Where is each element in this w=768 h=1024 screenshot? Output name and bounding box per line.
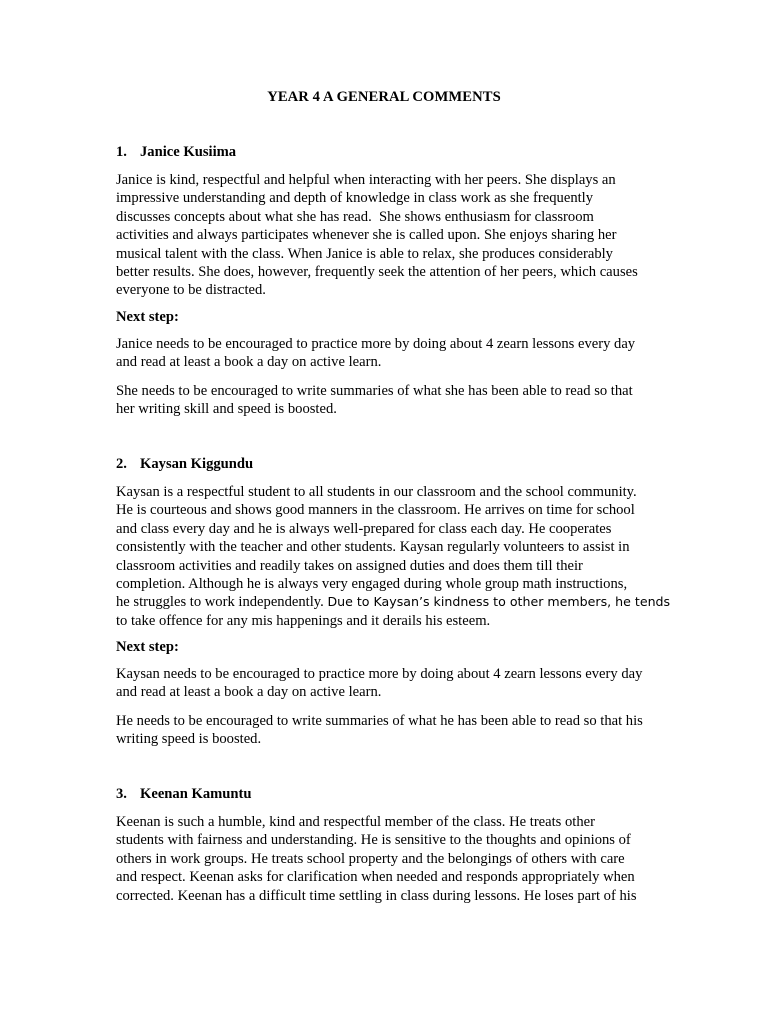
- comment-line: musical talent with the class. When Janice is able to relax, she produces considerably: [116, 245, 613, 262]
- next-step-line: She needs to be encouraged to write summaries of what she has been able to read so that: [116, 383, 633, 399]
- comment-line-sans-part: Due to Kaysan’s kindness to other members, he tends: [327, 594, 671, 610]
- comment-line: others in work groups. He treats school property and the belongings of others with care: [116, 850, 625, 867]
- comment-line: Janice is kind, respectful and helpful when interacting with her peers. She displays an: [116, 172, 616, 188]
- student-name: Janice Kusiima: [140, 144, 237, 160]
- student-number: 2.: [116, 456, 127, 472]
- document-title: YEAR 4 A GENERAL COMMENTS: [267, 89, 501, 105]
- next-step-line: Janice needs to be encouraged to practice more by doing about 4 zearn lessons every day: [116, 336, 636, 352]
- comment-line: He is courteous and shows good manners in the classroom. He arrives on time for school: [116, 502, 635, 519]
- next-step-2b: [116, 712, 676, 749]
- student-comment-2: [116, 483, 676, 630]
- student-number: 1.: [116, 144, 127, 160]
- comment-line: Kaysan is a respectful student to all students in our classroom and the school community.: [116, 484, 637, 500]
- next-step-label-2: Next step:: [116, 639, 179, 655]
- comment-line: discusses concepts about what she has read. She shows enthusiasm for classroom: [116, 208, 594, 225]
- comment-line: completion. Although he is always very engaged during whole group math instructions,: [116, 576, 628, 593]
- comment-line: students with fairness and understanding. He is sensitive to the thoughts and opinions of: [116, 832, 631, 849]
- next-step-line: Kaysan needs to be encouraged to practice more by doing about 4 zearn lessons every day: [116, 666, 643, 682]
- comment-line: better results. She does, however, frequently seek the attention of her peers, which causes: [116, 264, 638, 281]
- student-heading-1: [116, 144, 236, 161]
- comment-line: and class every day and he is always well-prepared for class each day. He cooperates: [116, 520, 612, 537]
- next-step-2a: [116, 665, 676, 702]
- next-step-line: and read at least a book a day on active learn.: [116, 354, 382, 371]
- next-step-line: He needs to be encouraged to write summaries of what he has been able to read so that his: [116, 713, 643, 729]
- comment-line: impressive understanding and depth of knowledge in class work as she frequently: [116, 190, 594, 207]
- comment-line: everyone to be distracted.: [116, 282, 266, 299]
- student-name: Kaysan Kiggundu: [140, 456, 254, 472]
- comment-line: to take offence for any mis happenings and it derails his esteem.: [116, 612, 491, 629]
- next-step-1b: [116, 382, 676, 419]
- comment-line-mixed: [116, 593, 676, 611]
- comment-line: consistently with the teacher and other students. Kaysan regularly volunteers to assist in: [116, 539, 630, 556]
- next-step-line: her writing skill and speed is boosted.: [116, 401, 337, 418]
- comment-line: classroom activities and readily takes on assigned duties and does them till their: [116, 557, 583, 574]
- comment-line-part: he struggles to work independently.: [116, 594, 328, 611]
- next-step-line: writing speed is boosted.: [116, 731, 262, 748]
- comment-line: activities and always participates whenever she is called upon. She enjoys sharing her: [116, 227, 617, 244]
- next-step-line: and read at least a book a day on active learn.: [116, 684, 382, 701]
- comment-line: and respect. Keenan asks for clarification when needed and responds appropriately when: [116, 869, 635, 886]
- student-comment-3: [116, 813, 676, 905]
- student-heading-3: [116, 786, 252, 803]
- student-heading-2: [116, 456, 253, 473]
- comment-line: corrected. Keenan has a difficult time settling in class during lessons. He loses part of his: [116, 887, 637, 904]
- student-name: Keenan Kamuntu: [140, 786, 252, 802]
- student-comment-1: [116, 171, 676, 300]
- next-step-label-1: Next step:: [116, 309, 179, 325]
- student-number: 3.: [116, 786, 127, 802]
- next-step-1a: [116, 335, 676, 372]
- comment-line: Keenan is such a humble, kind and respectful member of the class. He treats other: [116, 814, 595, 830]
